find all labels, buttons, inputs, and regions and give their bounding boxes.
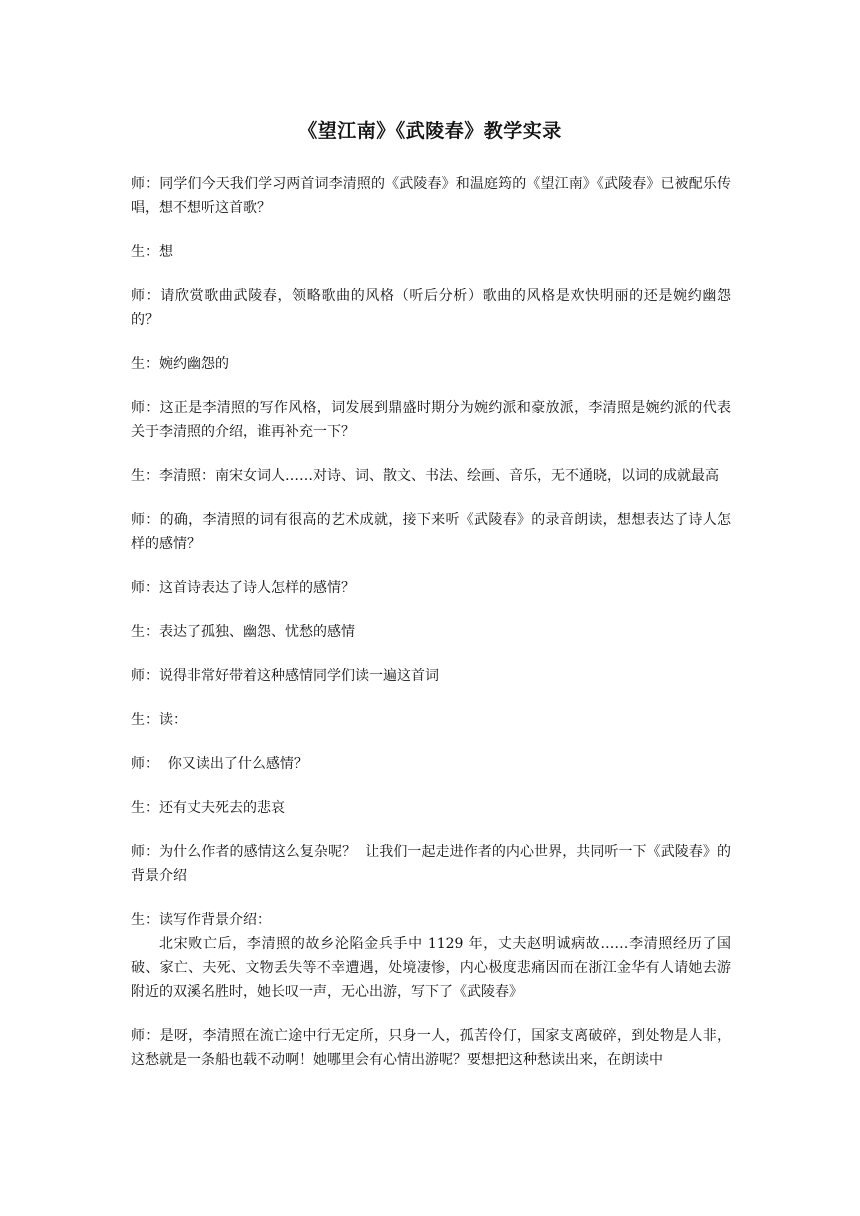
paragraph-student-grief: 生：还有丈夫死去的悲哀 <box>131 800 285 816</box>
paragraph-teacher-read: 师：说得非常好带着这种感情同学们读一遍这首词 <box>131 668 439 684</box>
document-title: 《望江南》《武陵春》教学实录 <box>298 120 562 142</box>
paragraph-teacher-question: 师：这首诗表达了诗人怎样的感情？ <box>131 580 355 596</box>
document-body <box>131 172 731 1092</box>
paragraph-student-read: 生：读： <box>131 712 187 728</box>
paragraph-student-style: 生：婉约幽怨的 <box>131 356 229 372</box>
paragraph-teacher-recording: 师：的确，李清照的词有很高的艺术成就，接下来听《武陵春》的录音朗读，想想表达了诗人怎样的感情？ <box>131 512 731 552</box>
paragraph-student-bio: 生：李清照：南宋女词人……对诗、词、散文、书法、绘画、音乐，无不通晓，以词的成就最高 <box>131 468 719 484</box>
paragraph-student-background: 生：读写作背景介绍： <box>131 912 271 928</box>
paragraph-teacher-intro: 师：同学们今天我们学习两首词李清照的《武陵春》和温庭筠的《望江南》《武陵春》已被配乐传唱，想不想听这首歌？ <box>131 176 731 216</box>
paragraph-teacher-school: 师：这正是李清照的写作风格，词发展到鼎盛时期分为婉约派和豪放派，李清照是婉约派的代表关于李清照的介绍，谁再补充一下？ <box>131 400 731 440</box>
paragraph-teacher-again: 师： 你又读出了什么感情？ <box>131 756 308 772</box>
paragraph-student-want: 生：想 <box>131 244 173 260</box>
paragraph-student-emotion: 生：表达了孤独、幽怨、忧愁的感情 <box>131 624 355 640</box>
paragraph-background-text: 北宋败亡后，李清照的故乡沦陷金兵手中 1129 年，丈夫赵明诚病故……李清照经历了国破、家亡、夫死、文物丢失等不幸遭遇，处境凄惨，内心极度悲痛因而在浙江金华有人请她去游附近的双溪名胜时，她长叹一声，无心出游，写下了《武陵春》 <box>131 936 731 1000</box>
paragraph-teacher-song-style: 师：请欣赏歌曲武陵春，领略歌曲的风格（听后分析）歌曲的风格是欢快明丽的还是婉约幽怨的？ <box>131 288 731 328</box>
paragraph-teacher-why: 师：为什么作者的感情这么复杂呢？ 让我们一起走进作者的内心世界，共同听一下《武陵春》的背景介绍 <box>131 844 731 884</box>
paragraph-teacher-sorrow: 师：是呀，李清照在流亡途中行无定所，只身一人，孤苦伶仃，国家支离破碎，到处物是人非，这愁就是一条船也载不动啊！她哪里会有心情出游呢？要想把这种愁读出来，在朗读中 <box>131 1028 731 1068</box>
